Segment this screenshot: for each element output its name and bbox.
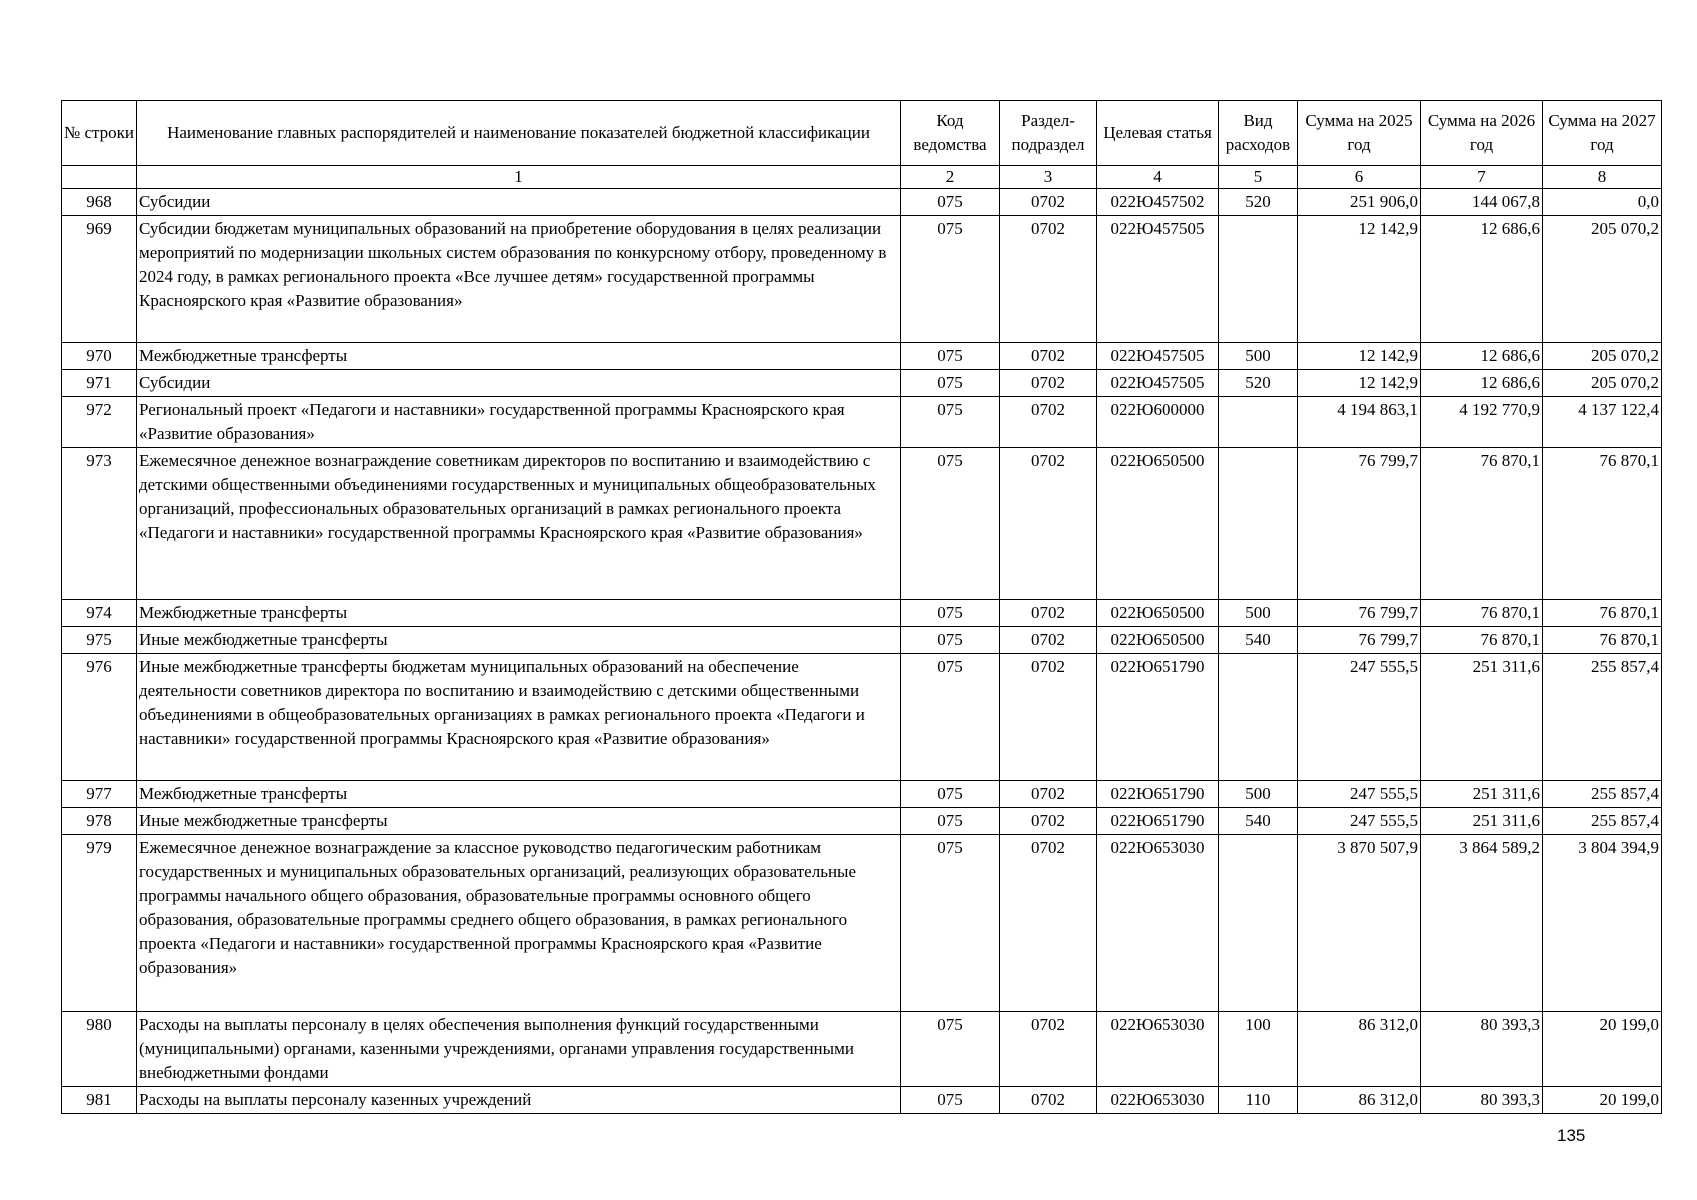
row-dept: 075	[901, 600, 1000, 627]
row-target: 022Ю457505	[1097, 370, 1219, 397]
row-dept: 075	[901, 835, 1000, 1012]
row-dept: 075	[901, 654, 1000, 781]
row-target: 022Ю457502	[1097, 189, 1219, 216]
column-index: 3	[1000, 166, 1097, 189]
row-y2026: 12 686,6	[1421, 216, 1543, 343]
row-section: 0702	[1000, 600, 1097, 627]
row-y2025: 86 312,0	[1298, 1012, 1421, 1087]
row-y2025: 3 870 507,9	[1298, 835, 1421, 1012]
row-name: Иные межбюджетные трансферты	[137, 808, 901, 835]
row-y2026: 4 192 770,9	[1421, 397, 1543, 448]
row-target: 022Ю651790	[1097, 808, 1219, 835]
row-target: 022Ю653030	[1097, 1012, 1219, 1087]
row-y2027: 20 199,0	[1543, 1087, 1662, 1114]
row-section: 0702	[1000, 1012, 1097, 1087]
row-target: 022Ю653030	[1097, 1087, 1219, 1114]
row-y2026: 251 311,6	[1421, 808, 1543, 835]
row-number: 968	[62, 189, 137, 216]
row-section: 0702	[1000, 343, 1097, 370]
header-y2025: Сумма на 2025 год	[1298, 101, 1421, 166]
column-index: 2	[901, 166, 1000, 189]
row-dept: 075	[901, 808, 1000, 835]
header-y2026: Сумма на 2026 год	[1421, 101, 1543, 166]
table-row	[62, 448, 1662, 600]
row-number: 969	[62, 216, 137, 343]
row-type: 500	[1219, 600, 1298, 627]
row-number: 975	[62, 627, 137, 654]
row-dept: 075	[901, 343, 1000, 370]
row-name: Субсидии	[137, 370, 901, 397]
row-section: 0702	[1000, 808, 1097, 835]
row-number: 978	[62, 808, 137, 835]
row-type	[1219, 216, 1298, 343]
row-y2027: 76 870,1	[1543, 627, 1662, 654]
table-row	[62, 627, 1662, 654]
row-section: 0702	[1000, 189, 1097, 216]
row-y2026: 76 870,1	[1421, 627, 1543, 654]
row-name: Субсидии	[137, 189, 901, 216]
row-y2025: 4 194 863,1	[1298, 397, 1421, 448]
row-name: Расходы на выплаты персоналу в целях обеспечения выполнения функций государственными (муниципальными) органами, казенными учреждениями, органами управления государственными внебюджетными фондами	[137, 1012, 901, 1087]
row-y2025: 247 555,5	[1298, 781, 1421, 808]
row-y2027: 255 857,4	[1543, 808, 1662, 835]
table-row	[62, 654, 1662, 781]
row-number: 981	[62, 1087, 137, 1114]
row-number: 971	[62, 370, 137, 397]
row-number: 972	[62, 397, 137, 448]
row-target: 022Ю650500	[1097, 448, 1219, 600]
table-row	[62, 189, 1662, 216]
row-name: Межбюджетные трансферты	[137, 343, 901, 370]
row-section: 0702	[1000, 627, 1097, 654]
row-type: 540	[1219, 808, 1298, 835]
row-type: 500	[1219, 343, 1298, 370]
row-y2025: 251 906,0	[1298, 189, 1421, 216]
row-y2025: 86 312,0	[1298, 1087, 1421, 1114]
row-type: 100	[1219, 1012, 1298, 1087]
page-number: 135	[1557, 1126, 1586, 1145]
row-target: 022Ю650500	[1097, 627, 1219, 654]
row-y2026: 76 870,1	[1421, 448, 1543, 600]
row-dept: 075	[901, 1012, 1000, 1087]
table-row	[62, 600, 1662, 627]
table-row	[62, 370, 1662, 397]
row-dept: 075	[901, 1087, 1000, 1114]
column-index: 5	[1219, 166, 1298, 189]
header-y2027: Сумма на 2027 год	[1543, 101, 1662, 166]
row-number: 973	[62, 448, 137, 600]
row-y2027: 205 070,2	[1543, 216, 1662, 343]
table-row	[62, 1087, 1662, 1114]
row-number: 979	[62, 835, 137, 1012]
row-section: 0702	[1000, 397, 1097, 448]
header-section: Раздел-подраздел	[1000, 101, 1097, 166]
table-row	[62, 1012, 1662, 1087]
header-row	[62, 101, 1662, 166]
row-y2027: 255 857,4	[1543, 654, 1662, 781]
table-row	[62, 397, 1662, 448]
row-section: 0702	[1000, 835, 1097, 1012]
row-type: 540	[1219, 627, 1298, 654]
budget-table-container	[61, 100, 1661, 1114]
table-row	[62, 216, 1662, 343]
row-target: 022Ю651790	[1097, 654, 1219, 781]
row-name: Ежемесячное денежное вознаграждение советникам директоров по воспитанию и взаимодействию с детскими общественными объединениями государственных и муниципальных общеобразовательных организаций, профессиональных образовательных организаций в рамках регионального проекта «Педагоги и наставники» государственной программы Красноярского края «Развитие образования»	[137, 448, 901, 600]
row-section: 0702	[1000, 216, 1097, 343]
column-index-empty	[62, 166, 137, 189]
row-target: 022Ю457505	[1097, 343, 1219, 370]
row-y2026: 251 311,6	[1421, 654, 1543, 781]
row-y2025: 247 555,5	[1298, 654, 1421, 781]
row-name: Ежемесячное денежное вознаграждение за классное руководство педагогическим работникам государственных и муниципальных образовательных организаций, реализующих образовательные программы начального общего образования, образовательные программы основного общего образования, образовательные программы среднего общего образования, в рамках регионального проекта «Педагоги и наставники» государственной программы Красноярского края «Развитие образования»	[137, 835, 901, 1012]
row-number: 976	[62, 654, 137, 781]
row-name: Расходы на выплаты персоналу казенных учреждений	[137, 1087, 901, 1114]
row-y2026: 3 864 589,2	[1421, 835, 1543, 1012]
row-name: Субсидии бюджетам муниципальных образований на приобретение оборудования в целях реализации мероприятий по модернизации школьных систем образования по конкурсному отбору, проведенному в 2024 году, в рамках регионального проекта «Все лучшее детям» государственной программы Красноярского края «Развитие образования»	[137, 216, 901, 343]
row-section: 0702	[1000, 1087, 1097, 1114]
row-y2025: 12 142,9	[1298, 216, 1421, 343]
row-y2027: 3 804 394,9	[1543, 835, 1662, 1012]
column-index: 6	[1298, 166, 1421, 189]
row-target: 022Ю650500	[1097, 600, 1219, 627]
row-y2026: 251 311,6	[1421, 781, 1543, 808]
row-y2027: 205 070,2	[1543, 343, 1662, 370]
row-dept: 075	[901, 627, 1000, 654]
header-type: Вид расходов	[1219, 101, 1298, 166]
row-y2025: 12 142,9	[1298, 343, 1421, 370]
row-y2025: 76 799,7	[1298, 448, 1421, 600]
row-dept: 075	[901, 189, 1000, 216]
row-type	[1219, 654, 1298, 781]
row-dept: 075	[901, 397, 1000, 448]
row-dept: 075	[901, 216, 1000, 343]
row-dept: 075	[901, 781, 1000, 808]
row-target: 022Ю600000	[1097, 397, 1219, 448]
column-index: 7	[1421, 166, 1543, 189]
row-target: 022Ю457505	[1097, 216, 1219, 343]
row-name: Иные межбюджетные трансферты	[137, 627, 901, 654]
row-type	[1219, 835, 1298, 1012]
column-index: 1	[137, 166, 901, 189]
row-name: Межбюджетные трансферты	[137, 600, 901, 627]
row-section: 0702	[1000, 654, 1097, 781]
header-dept: Код ведомства	[901, 101, 1000, 166]
row-section: 0702	[1000, 448, 1097, 600]
row-y2025: 76 799,7	[1298, 600, 1421, 627]
row-y2026: 12 686,6	[1421, 370, 1543, 397]
row-y2025: 247 555,5	[1298, 808, 1421, 835]
row-y2027: 0,0	[1543, 189, 1662, 216]
row-number: 974	[62, 600, 137, 627]
row-type	[1219, 448, 1298, 600]
column-index: 4	[1097, 166, 1219, 189]
row-number: 970	[62, 343, 137, 370]
budget-table	[61, 100, 1662, 1114]
row-y2025: 12 142,9	[1298, 370, 1421, 397]
row-y2026: 76 870,1	[1421, 600, 1543, 627]
row-y2025: 76 799,7	[1298, 627, 1421, 654]
column-index-row	[62, 166, 1662, 189]
table-row	[62, 781, 1662, 808]
row-y2026: 80 393,3	[1421, 1087, 1543, 1114]
row-target: 022Ю653030	[1097, 835, 1219, 1012]
row-y2027: 255 857,4	[1543, 781, 1662, 808]
row-type: 520	[1219, 370, 1298, 397]
row-section: 0702	[1000, 370, 1097, 397]
row-number: 980	[62, 1012, 137, 1087]
row-dept: 075	[901, 370, 1000, 397]
table-row	[62, 835, 1662, 1012]
row-y2026: 80 393,3	[1421, 1012, 1543, 1087]
row-dept: 075	[901, 448, 1000, 600]
row-name: Региональный проект «Педагоги и наставники» государственной программы Красноярского края «Развитие образования»	[137, 397, 901, 448]
row-y2027: 205 070,2	[1543, 370, 1662, 397]
header-num: № строки	[62, 101, 137, 166]
row-y2026: 144 067,8	[1421, 189, 1543, 216]
row-y2026: 12 686,6	[1421, 343, 1543, 370]
header-target: Целевая статья	[1097, 101, 1219, 166]
row-section: 0702	[1000, 781, 1097, 808]
row-type: 110	[1219, 1087, 1298, 1114]
table-row	[62, 343, 1662, 370]
row-number: 977	[62, 781, 137, 808]
row-type: 520	[1219, 189, 1298, 216]
row-type	[1219, 397, 1298, 448]
table-row	[62, 808, 1662, 835]
row-y2027: 76 870,1	[1543, 600, 1662, 627]
row-y2027: 20 199,0	[1543, 1012, 1662, 1087]
row-y2027: 76 870,1	[1543, 448, 1662, 600]
row-name: Межбюджетные трансферты	[137, 781, 901, 808]
row-y2027: 4 137 122,4	[1543, 397, 1662, 448]
column-index: 8	[1543, 166, 1662, 189]
row-target: 022Ю651790	[1097, 781, 1219, 808]
row-name: Иные межбюджетные трансферты бюджетам муниципальных образований на обеспечение деятельности советников директора по воспитанию и взаимодействию с детскими общественными объединениями в общеобразовательных организациях в рамках регионального проекта «Педагоги и наставники» государственной программы Красноярского края «Развитие образования»	[137, 654, 901, 781]
row-type: 500	[1219, 781, 1298, 808]
header-name: Наименование главных распорядителей и наименование показателей бюджетной классификации	[137, 101, 901, 166]
